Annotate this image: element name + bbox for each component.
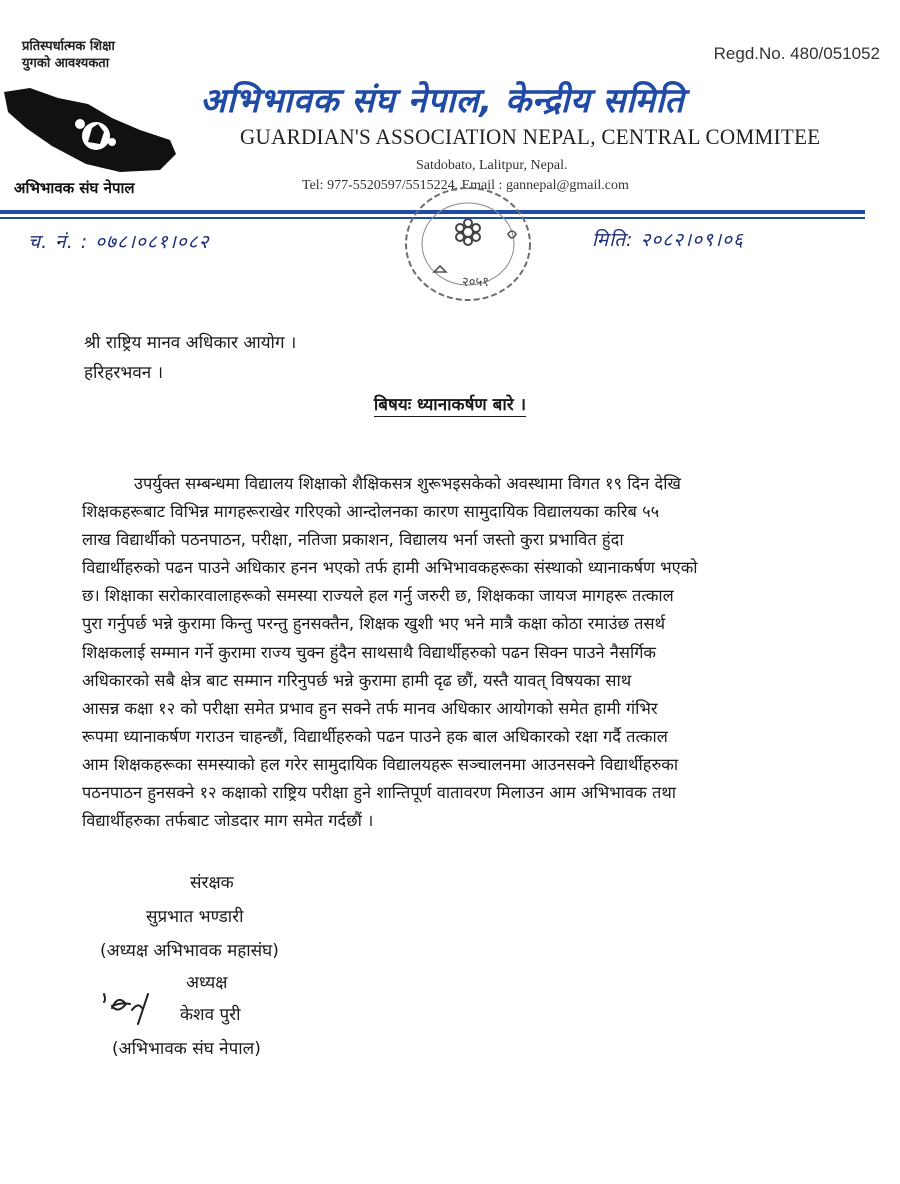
body-line: उपर्युक्त सम्बन्धमा विद्यालय शिक्षाको शैक्षिकसत्र शुरूभइसकेको अवस्थामा विगत १९ दिन देखि <box>134 474 681 493</box>
body-line: विद्यार्थीहरुका तर्फबाट जोडदार माग समेत गर्दछौं । <box>82 811 374 831</box>
reference-number: च. नं. : ०७८।०८१।०८२ <box>28 231 210 253</box>
nepal-map-logo-icon <box>0 84 180 176</box>
chair-org: (अभिभावक संघ नेपाल) <box>112 1039 261 1059</box>
body-line: रूपमा ध्यानाकर्षण गराउन चाहन्छौं, विद्यार्थीहरुको पढन पाउने हक बाल अधिकारको रक्षा गर्दै तत्काल <box>82 726 668 746</box>
org-name-english: GUARDIAN'S ASSOCIATION NEPAL, CENTRAL COMMITEE <box>240 124 821 149</box>
handwritten-signature-icon <box>98 990 164 1030</box>
body-line: लाख विद्यार्थीको पठनपाठन, परीक्षा, नतिजा प्रकाशन, विद्यालय भर्ना जस्तो कुरा प्रभावित हुंदा <box>82 530 624 550</box>
logo-slogan-line1: प्रतिस्पर्धात्मक शिक्षा <box>22 39 115 54</box>
letter-date: मिति: २०८२।०९।०६ <box>592 229 744 251</box>
body-line: आम शिक्षकहरूका समस्याको हल गरेर सामुदायिक विद्यालयहरू सञ्चालनमा आउनसक्ने विद्यार्थीहरुका <box>82 754 679 774</box>
body-line: विद्यार्थीहरुको पढन पाउने अधिकार हनन भएको तर्फ हामी अभिभावकहरूका संस्थाको ध्यानाकर्षण भएको <box>82 558 698 578</box>
logo-slogan-line2: युगको आवश्यकता <box>22 56 110 71</box>
body-line: पुरा गर्नुपर्छ भन्ने कुरामा किन्तु परन्तु हुनसक्तैन, शिक्षक खुशी भए भने मात्रै कक्षा कोठा रमाउंछ तसर्थ <box>82 614 666 634</box>
recipient-line2: हरिहरभवन । <box>84 363 164 383</box>
body-line: अधिकारको सबै क्षेत्र बाट सम्मान गरिनुपर्छ भन्ने कुरामा हामी दृढ छौं, यस्तै यावत् विषयका साथ <box>82 670 632 690</box>
body-line: छ। शिक्षाका सरोकारवालाहरूको समस्या राज्यले हल गर्नु जरुरी छ, शिक्षकका जायज मागहरू तत्काल <box>82 586 674 606</box>
chair-name: केशव पुरी <box>180 1005 241 1025</box>
body-line: पठनपाठन हुनसक्ने १२ कक्षाको राष्ट्रिय परीक्षा हुने शान्तिपूर्ण वातावरण मिलाउन आम अभिभावक तथा <box>82 783 677 803</box>
logo-slogan <box>22 38 115 72</box>
org-contact: Tel: 977-5520597/5515224, Email : gannepal@gmail.com <box>302 178 629 193</box>
subject-text: बिषयः ध्यानाकर्षण बारे । <box>373 395 527 415</box>
body-line: शिक्षकलाई सम्मान गर्ने कुरामा राज्य चुक्न हुंदैन साथसाथै विद्यार्थीहरुको पढन सिक्न पाउने नैसर्गिक <box>82 642 657 662</box>
logo-caption: अभिभावक संघ नेपाल <box>14 179 135 197</box>
org-address: Satdobato, Lalitpur, Nepal. <box>416 158 568 173</box>
body-paragraph <box>82 470 842 835</box>
org-name-nepali: अभिभावक संघ नेपाल, केन्द्रीय समिति <box>200 81 685 121</box>
patron-name: सुप्रभात भण्डारी <box>146 907 244 927</box>
patron-org: (अध्यक्ष अभिभावक महासंघ) <box>100 941 279 961</box>
subject-heading <box>0 392 900 415</box>
chair-title: अध्यक्ष <box>186 973 228 993</box>
body-line: शिक्षकहरूबाट विभिन्न मागहरूराखेर गरिएको आन्दोलनका कारण सामुदायिक विद्यालयका करिब ५५ <box>82 502 660 522</box>
registration-number: Regd.No. 480/051052 <box>713 44 880 63</box>
body-line: आसन्न कक्षा १२ को परीक्षा समेत प्रभाव हुन सक्ने तर्फ मानव अधिकार आयोगको समेत हामी गंभिर <box>82 698 658 718</box>
official-stamp-icon <box>398 186 538 312</box>
recipient-line1: श्री राष्ट्रिय मानव अधिकार आयोग । <box>84 333 297 353</box>
patron-title: संरक्षक <box>190 873 234 893</box>
stamp-year: २०५१ <box>462 275 490 290</box>
